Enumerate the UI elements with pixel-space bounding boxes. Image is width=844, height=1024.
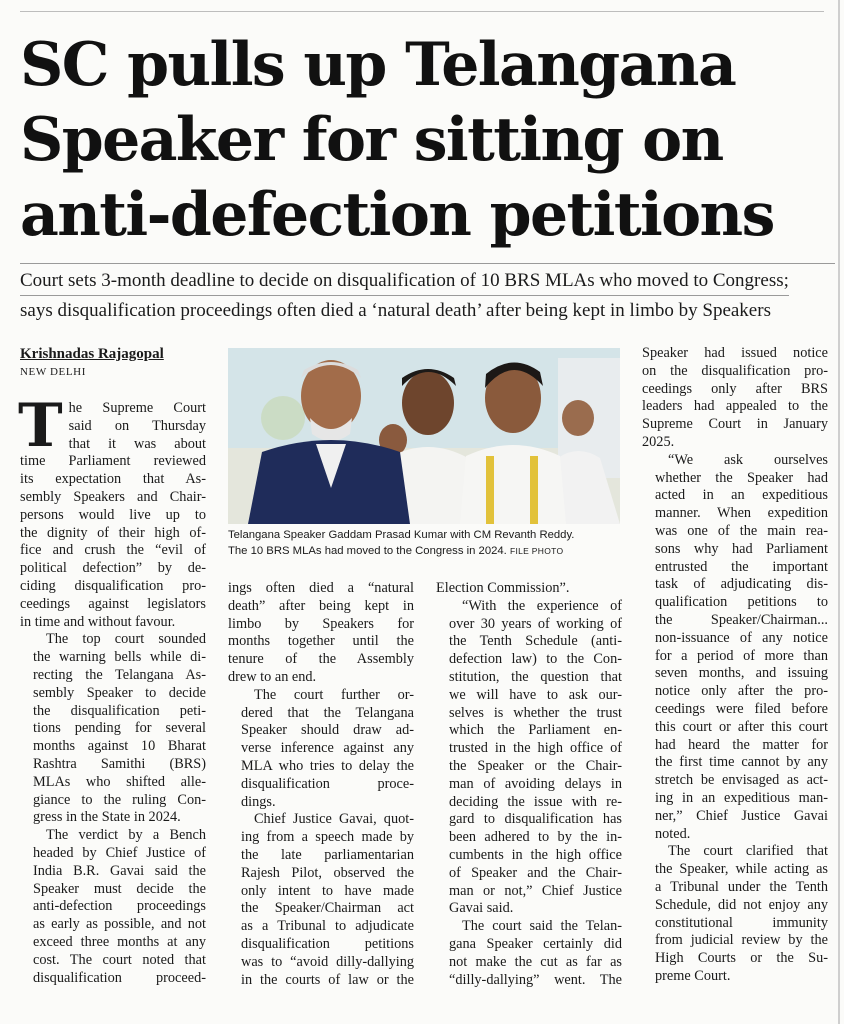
article-line: Speaker had issued notice: [642, 345, 828, 361]
article-line: leaders had appealed to the: [642, 398, 828, 415]
author-name: Krishnadas Rajagopal: [20, 346, 164, 362]
article-line: acted in an expeditious: [655, 487, 828, 504]
article-line: was to “avoid dilly-dallying: [241, 953, 414, 970]
article-line: death” after being kept in: [228, 597, 414, 614]
article-line: Speaker should draw ad-: [241, 722, 414, 739]
article-line: manner. When expedition: [655, 505, 828, 522]
article-line: which the Parliament en-: [449, 722, 622, 739]
dateline: NEW DELHI: [20, 366, 86, 378]
article-line: Rashtra Samithi (BRS): [33, 755, 206, 772]
article-line: Schedule, did not enjoy any: [655, 896, 828, 913]
article-line: MLA who tries to delay the: [241, 757, 414, 774]
article-line: had heard the matter for: [655, 736, 828, 753]
article-line: on the disqualification pro-: [642, 362, 828, 379]
article-line: ing from a speech made by: [241, 829, 414, 846]
article-line: exceed three months at any: [33, 933, 206, 950]
article-line: High Courts or the Su-: [655, 950, 828, 967]
article-line: Rajesh Pilot, observed the: [241, 864, 414, 881]
column-paragraphs: [18, 391, 206, 987]
article-line: the Speaker/Chairman act: [241, 900, 414, 917]
article-line: months together until the: [228, 633, 414, 650]
article-line: in the courts of law or the: [241, 971, 414, 988]
article-line: in time and without favour.: [20, 613, 176, 630]
article-line: the Speaker or the Chair-: [449, 757, 622, 774]
caption-line: Telangana Speaker Gaddam Prasad Kumar with CM Revanth Reddy.: [228, 529, 575, 541]
article-paragraph: [436, 580, 622, 598]
article-line: man or not,” Chief Justice: [449, 882, 622, 899]
article-line: cumbents in the high office: [449, 846, 622, 863]
article-column-2: [228, 580, 414, 989]
article-line: seven months, and issuing: [655, 665, 828, 682]
subheadline-line: says disqualification proceedings often died a ‘natural death’ after being kept in limbo by Speakers: [20, 300, 771, 321]
article-line: this court or after this court: [655, 718, 828, 735]
article-line: as a Tribunal to adjudicate: [241, 918, 414, 935]
article-line: was one of the main rea-: [655, 522, 828, 539]
caption-line: The 10 BRS MLAs had moved to the Congress in 2024.: [228, 545, 507, 557]
headline: [20, 28, 830, 253]
article-line: MLAs who shifted alle-: [33, 773, 206, 790]
article-line: the Speaker/Chairman...: [655, 611, 828, 628]
article-line: the first time cannot by any: [655, 754, 828, 771]
headline-line: anti-defection petitions: [20, 180, 774, 250]
article-line: ciding disqualification pro-: [20, 577, 206, 594]
drop-cap: T: [18, 391, 63, 461]
article-line: gard to disqualification has: [449, 811, 622, 828]
article-line: over 30 years of working of: [449, 615, 622, 632]
article-paragraph: [228, 687, 414, 812]
article-line: whether the Speaker had: [655, 469, 828, 486]
article-line: Speaker must decide the: [33, 880, 206, 897]
article-paragraph: [228, 580, 414, 687]
page-edge: [838, 0, 840, 1024]
article-line: said on Thursday: [68, 417, 206, 434]
article-column-4: [642, 345, 828, 986]
article-line: gress in the State in 2024.: [33, 809, 181, 826]
article-paragraph: [228, 811, 414, 989]
article-line: for a period of more than: [655, 647, 828, 664]
article-line: The court further or-: [254, 686, 414, 703]
article-line: Gavai said.: [449, 900, 514, 917]
article-line: time Parliament reviewed: [20, 453, 206, 470]
headline-line: SC pulls up Telangana: [20, 30, 736, 100]
article-line: qualification petitions to: [655, 594, 828, 611]
article-line: “With the experience of: [462, 597, 622, 614]
article-paragraph: [20, 827, 206, 987]
column-paragraphs: [228, 580, 414, 989]
article-line: verse inference against any: [241, 740, 414, 757]
article-line: The verdict by a Bench: [46, 827, 206, 844]
article-line: sembly Speaker to decide: [33, 684, 206, 701]
article-line: limbo by Speakers for: [228, 615, 414, 632]
article-paragraph: [642, 345, 828, 452]
article-line: defection law) to the Con-: [449, 651, 622, 668]
article-line: recting the Telangana As-: [33, 666, 206, 683]
article-line: ceedings only after BRS: [642, 380, 828, 397]
article-line: the disqualification peti-: [33, 702, 206, 719]
article-line: sembly Speakers and Chair-: [20, 488, 206, 505]
article-line: the dignity of their high of-: [20, 524, 206, 541]
article-line: from judicial review by the: [655, 932, 828, 949]
article-line: non-issuance of any notice: [655, 629, 828, 646]
photo-credit: FILE PHOTO: [509, 546, 564, 556]
article-line: selves is whether the trust: [449, 704, 622, 721]
article-paragraph: [20, 631, 206, 827]
article-line: the late parliamentarian: [241, 846, 414, 863]
article-line: The court clarified that: [668, 843, 828, 860]
article-paragraph: [642, 843, 828, 985]
article-line: disqualification proce-: [241, 775, 414, 792]
article-column-3: [436, 580, 622, 989]
article-line: the Tenth Schedule (anti-: [449, 633, 622, 650]
article-line: Chief Justice Gavai, quot-: [254, 811, 414, 828]
article-line: of Speaker and the Chair-: [449, 864, 622, 881]
article-line: entrusted the important: [655, 558, 828, 575]
article-line: Election Commission”.: [436, 580, 570, 596]
article-line: only intent to have made: [241, 882, 414, 899]
article-line: ceedings against legislators: [20, 595, 206, 612]
article-line: persons would live up to: [20, 506, 206, 523]
news-photo: [228, 348, 620, 524]
article-line: been adhered to by the in-: [449, 829, 622, 846]
byline: [20, 345, 164, 378]
article-line: ing in an expeditious man-: [655, 789, 828, 806]
article-line: that it was about: [68, 435, 206, 452]
article-line: ner,” Chief Justice Gavai: [655, 807, 828, 824]
article-line: its expectation that As-: [20, 471, 206, 488]
article-line: dings.: [241, 793, 276, 810]
article-paragraph: [642, 452, 828, 844]
article-line: 2025.: [642, 433, 675, 450]
article-line: months against 10 Bharat: [33, 738, 206, 755]
article-line: notice only after the pro-: [655, 683, 828, 700]
subheadline-line: Court sets 3-month deadline to decide on disqualification of 10 BRS MLAs who moved to Congress;: [20, 266, 789, 296]
article-line: giance to the ruling Con-: [33, 791, 206, 808]
article-line: ceedings were filed before: [655, 700, 828, 717]
article-line: he Supreme Court: [68, 400, 206, 416]
article-line: cost. The court noted that: [33, 951, 206, 968]
article-line: ings often died a “natural: [228, 580, 414, 596]
article-line: The top court sounded: [46, 631, 206, 648]
article-line: the Speaker, while acting as: [655, 861, 828, 878]
article-line: as early as possible, and not: [33, 916, 206, 933]
article-line: drew to an end.: [228, 668, 317, 685]
column-paragraphs: [436, 580, 622, 989]
article-line: political defection” by de-: [20, 560, 206, 577]
article-line: deciding the issue with re-: [449, 793, 622, 810]
article-line: India B.R. Gavai said the: [33, 862, 206, 879]
article-line: headed by Chief Justice of: [33, 844, 206, 861]
article-line: we will have to ask our-: [449, 686, 622, 703]
article-column-1: [18, 391, 206, 987]
article-line: not make the cut as far as: [449, 953, 622, 970]
photo-caption: [228, 527, 623, 559]
article-line: “We ask ourselves: [668, 451, 828, 468]
photo-illustration: [228, 348, 620, 524]
article-line: tenure of the Assembly: [228, 651, 414, 668]
article-line: task of adjudicating dis-: [655, 576, 828, 593]
article-line: preme Court.: [655, 967, 731, 984]
subheadline: [20, 263, 835, 325]
article-line: The court said the Telan-: [462, 918, 622, 935]
article-line: disqualification proceed-: [33, 969, 206, 986]
top-rule: [20, 11, 824, 12]
article-line: tions pending for several: [33, 720, 206, 737]
article-line: dered that the Telangana: [241, 704, 414, 721]
article-line: the warning bells while di-: [33, 649, 206, 666]
article-line: man of avoiding delays in: [449, 775, 622, 792]
article-line: trusted in the high office of: [449, 740, 622, 757]
article-line: stretch be envisaged as act-: [655, 772, 828, 789]
article-line: noted.: [655, 825, 691, 842]
article-paragraph: [436, 918, 622, 989]
article-line: gana Speaker certainly did: [449, 935, 622, 952]
article-line: disqualification petitions: [241, 935, 414, 952]
headline-line: Speaker for sitting on: [20, 105, 723, 175]
column-paragraphs: [642, 345, 828, 986]
article-line: constitutional immunity: [655, 914, 828, 931]
article-line: “dilly-dallying” went. The: [449, 971, 622, 988]
article-line: Supreme Court in January: [642, 416, 828, 433]
article-paragraph: [436, 598, 622, 918]
article-line: anti-defection proceedings: [33, 898, 206, 915]
article-line: sons why had Parliament: [655, 540, 828, 557]
article-line: a Tribunal under the Tenth: [655, 878, 828, 895]
article-line: stitution, the question that: [449, 668, 622, 685]
article-line: fice and crush the “evil of: [20, 542, 206, 559]
